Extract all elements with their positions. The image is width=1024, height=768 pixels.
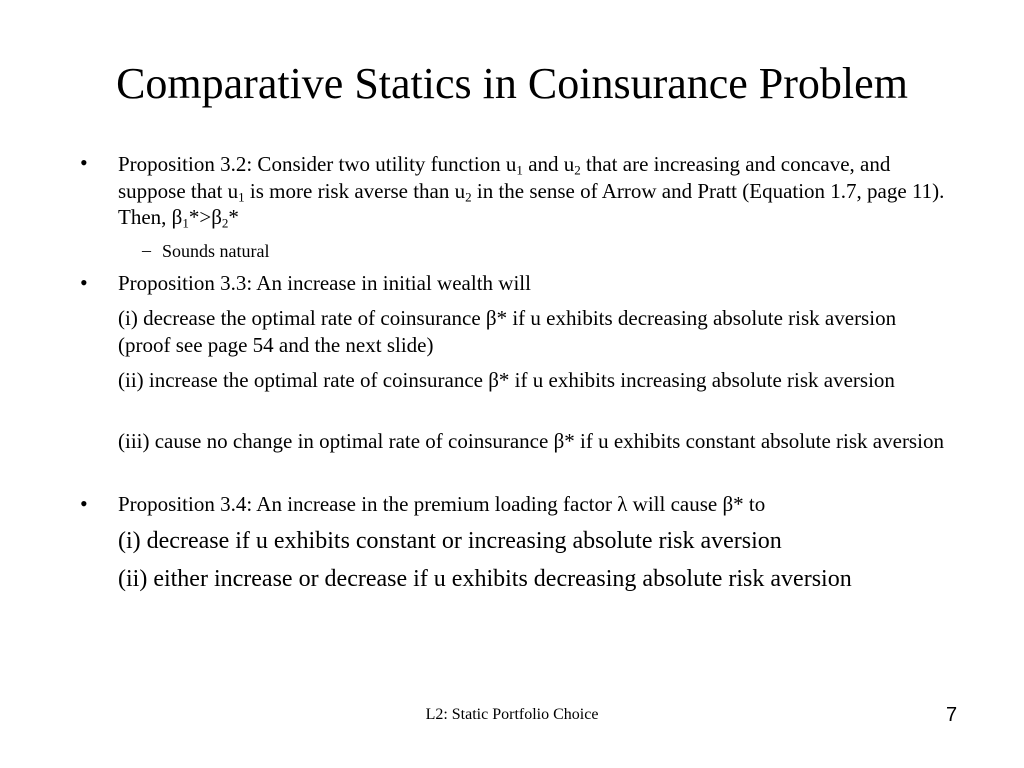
slide-title: Comparative Statics in Coinsurance Problem (116, 59, 908, 108)
proposition-3-3-heading: Proposition 3.3: An increase in initial wealth will (118, 271, 531, 295)
p32-text-e: in the sense of Arrow and Pratt (Equation 1.7, page 11). Then, β (118, 178, 945, 229)
slide-number: 7 (946, 704, 958, 726)
p32-sub-4: 2 (465, 188, 472, 204)
proposition-3-2-note: Sounds natural (162, 241, 270, 261)
p32-text-b: and u (522, 152, 575, 176)
p32-text-c: that are increasing and concave, and suppose that u (118, 152, 891, 203)
proposition-3-4-item: (ii) either increase or decrease if u exhibits decreasing absolute risk aversion (118, 566, 852, 592)
p32-sub-5: 1 (182, 215, 189, 231)
bullet-marker: • (80, 491, 88, 516)
p32-text-f: *>β (188, 205, 222, 229)
proposition-3-2-text (118, 151, 948, 231)
p32-sub-1: 1 (516, 162, 523, 178)
p32-text-a: Proposition 3.2: Consider two utility function u (118, 152, 517, 176)
p32-sub-2: 2 (574, 162, 581, 178)
p32-text-d: is more risk averse than u (244, 178, 466, 203)
dash-marker: – (142, 240, 151, 260)
bullet-marker: • (80, 150, 88, 175)
proposition-3-3-item: (iii) cause no change in optimal rate of coinsurance β* if u exhibits constant absolute risk aversion (118, 429, 944, 453)
proposition-3-4-heading: Proposition 3.4: An increase in the premium loading factor λ will cause β* to (118, 492, 766, 516)
p32-text-g: * (228, 205, 239, 229)
p32-sub-6: 2 (221, 215, 229, 231)
bullet-marker: • (80, 270, 88, 295)
slide-footer: L2: Static Portfolio Choice (425, 706, 599, 723)
proposition-3-4-item: (i) decrease if u exhibits constant or increasing absolute risk aversion (118, 528, 782, 554)
proposition-3-3-item: (ii) increase the optimal rate of coinsurance β* if u exhibits increasing absolute risk aversion (118, 368, 895, 392)
proposition-3-3-item: (i) decrease the optimal rate of coinsurance β* if u exhibits decreasing absolute risk aversion (proof see page 54 and the next slide) (118, 306, 897, 357)
p32-sub-3: 1 (238, 188, 245, 204)
